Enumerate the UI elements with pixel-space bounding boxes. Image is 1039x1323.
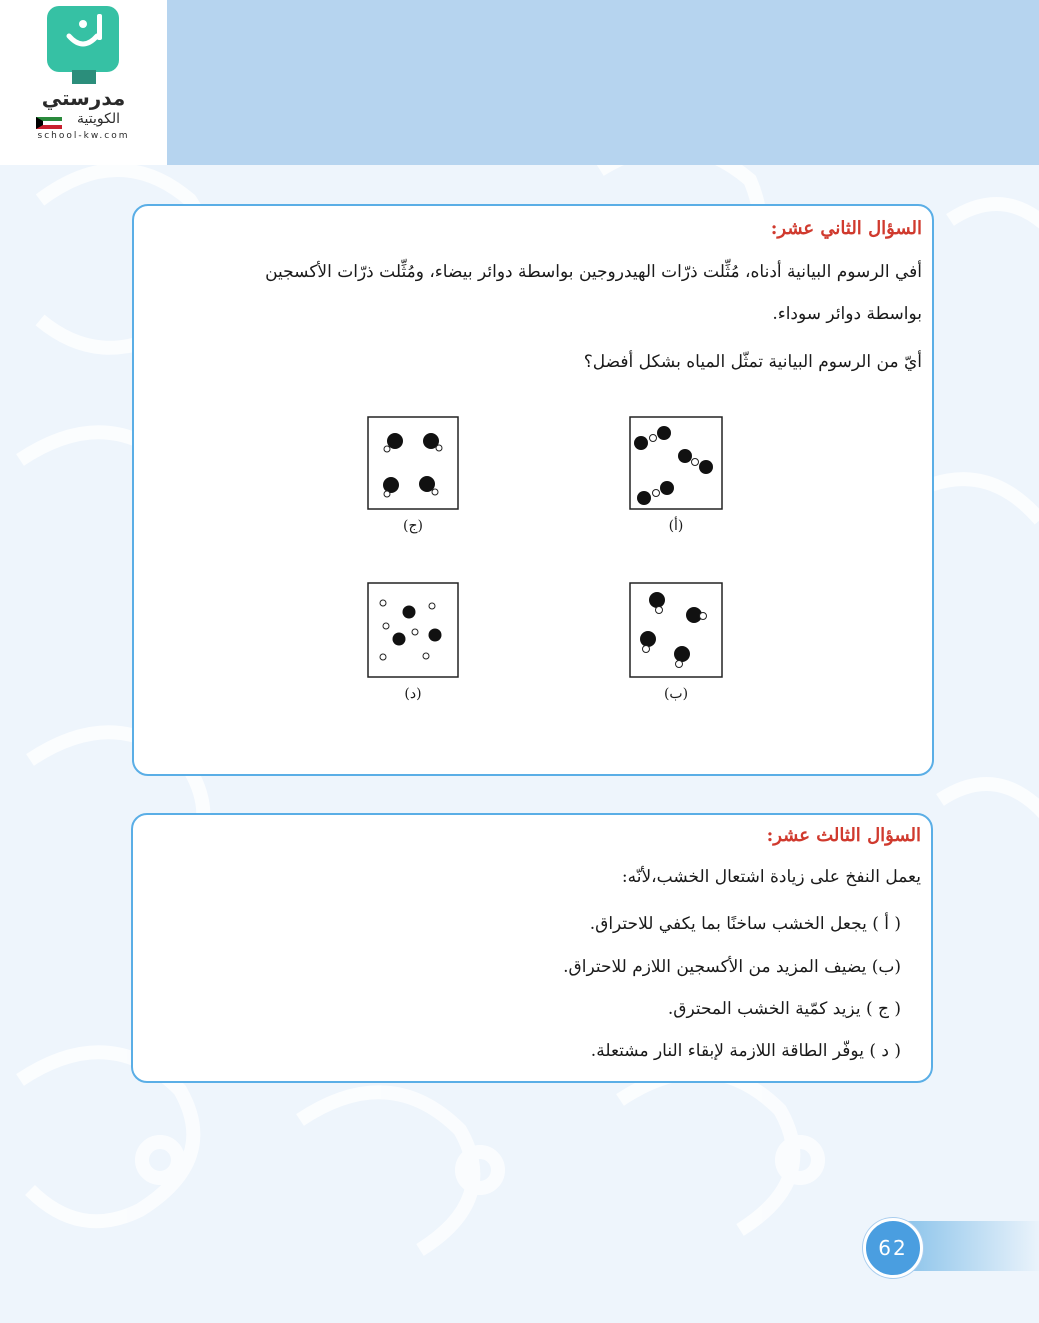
question-13-box	[131, 813, 933, 1083]
logo-main-text: مدرستي	[41, 86, 126, 110]
option-b[interactable]: (ب) يضيف المزيد من الأكسجين اللازم للاحتراق.	[563, 957, 901, 977]
top-banner	[167, 0, 1039, 165]
page-number-badge	[863, 1218, 923, 1278]
diagram-b-label: (ب)	[663, 686, 689, 702]
diagram-c	[367, 416, 459, 510]
question-13-stem: يعمل النفخ على زيادة اشتعال الخشب،لأنّه:	[621, 867, 921, 887]
diagram-a	[629, 416, 723, 510]
question-12-prompt: أيّ من الرسوم البيانية تمثّل المياه بشكل أفضل؟	[583, 352, 922, 372]
option-a[interactable]: ( أ ) يجعل الخشب ساخنًا بما يكفي للاحتراق.	[589, 914, 901, 934]
question-12-line2: بواسطة دوائر سوداء.	[772, 304, 922, 324]
option-c[interactable]: ( ج ) يزيد كمّية الخشب المحترق.	[667, 999, 901, 1019]
page-number: 62	[878, 1236, 908, 1260]
diagram-a-label: (أ)	[668, 518, 684, 534]
option-d[interactable]: ( د ) يوفّر الطاقة اللازمة لإبقاء النار مشتعلة.	[590, 1041, 901, 1061]
question-12-box	[132, 204, 934, 776]
diagram-b	[629, 582, 723, 678]
logo-stem	[72, 70, 96, 84]
question-12-line1: أفي الرسوم البيانية أدناه، مُثِّلت ذرّات الهيدروجين بواسطة دوائر بيضاء، ومُثِّلت ذرّات الأكسجين	[265, 262, 922, 282]
question-13-title: السؤال الثالث عشر:	[766, 825, 921, 846]
diagram-d	[367, 582, 459, 678]
question-12-title: السؤال الثاني عشر:	[770, 218, 922, 239]
diagram-d-label: (د)	[404, 686, 422, 702]
site-logo	[0, 0, 167, 165]
diagram-c-label: (ج)	[403, 518, 423, 534]
logo-url-text: school-kw.com	[37, 131, 130, 141]
logo-sub-text: الكويتية	[77, 111, 120, 127]
logo-tile-icon	[47, 6, 119, 72]
